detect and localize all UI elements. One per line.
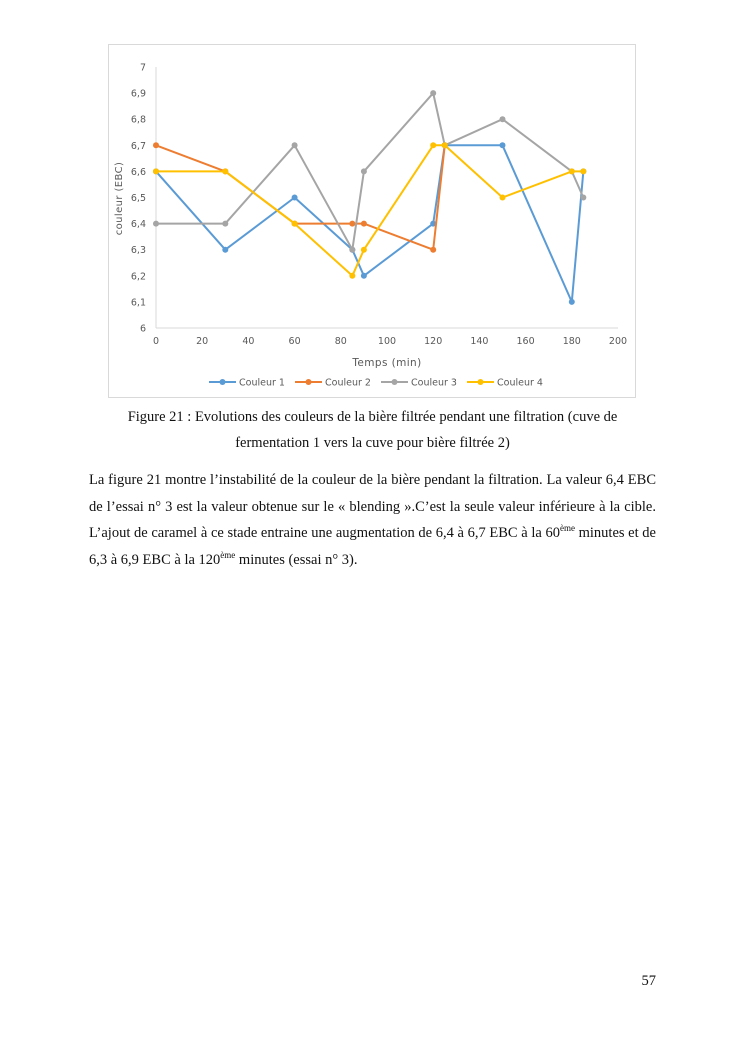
data-point-series-4 <box>430 142 436 148</box>
x-axis-title: Temps (min) <box>352 357 422 369</box>
data-point-series-3 <box>222 221 228 227</box>
x-tick-label: 20 <box>196 336 209 347</box>
legend-label-3: Couleur 3 <box>411 377 457 389</box>
series-line-2 <box>156 145 445 249</box>
data-point-series-3 <box>430 90 436 96</box>
data-point-series-3 <box>580 195 586 201</box>
data-point-series-4 <box>349 273 355 279</box>
data-point-series-1 <box>292 195 298 201</box>
superscript-eme-2: ème <box>220 549 236 560</box>
data-point-series-3 <box>349 247 355 253</box>
body-paragraph <box>89 467 656 573</box>
y-tick-label: 6,7 <box>130 140 146 152</box>
data-point-series-4 <box>580 168 586 174</box>
figure-caption <box>100 404 645 456</box>
data-point-series-3 <box>361 168 367 174</box>
page-number: 57 <box>641 973 656 989</box>
legend-marker-1 <box>220 379 226 385</box>
data-point-series-4 <box>569 168 575 174</box>
data-point-series-4 <box>292 221 298 227</box>
data-point-series-4 <box>222 168 228 174</box>
x-tick-label: 160 <box>516 336 535 347</box>
data-point-series-3 <box>292 142 298 148</box>
y-tick-label: 6 <box>139 323 146 335</box>
legend-label-4: Couleur 4 <box>497 377 543 389</box>
y-tick-label: 6,1 <box>130 297 146 309</box>
y-tick-label: 6,9 <box>130 88 146 100</box>
y-tick-label: 6,2 <box>130 271 146 283</box>
paragraph-text-1: La figure 21 montre l’instabilité de la couleur de la bière pendant la filtration. La valeur 6,4 EBC de l’essai n° 3 est la valeur obtenue sur le « blending ».C’est la seule valeur inférieure à la cible. L’ajout de caramel à ce stade entraine une augmentation de 6,4 à 6,7 EBC à la 60 <box>89 472 656 541</box>
y-tick-label: 7 <box>139 62 146 74</box>
x-tick-label: 0 <box>152 336 160 347</box>
data-point-series-4 <box>361 247 367 253</box>
y-tick-label: 6,8 <box>130 114 146 126</box>
data-point-series-1 <box>361 273 367 279</box>
data-point-series-4 <box>442 142 448 148</box>
data-point-series-2 <box>153 142 159 148</box>
line-chart <box>109 45 637 399</box>
caption-line-1: Figure 21 : Evolutions des couleurs de la bière filtrée pendant une filtration (cuve de <box>127 409 618 425</box>
x-tick-label: 140 <box>470 336 489 347</box>
y-tick-label: 6,4 <box>130 219 146 231</box>
y-axis-title: couleur (EBC) <box>114 161 125 236</box>
chart-frame <box>108 44 636 398</box>
data-point-series-2 <box>430 247 436 253</box>
x-tick-label: 180 <box>562 336 581 347</box>
legend-marker-4 <box>478 379 484 385</box>
x-tick-label: 120 <box>424 336 443 347</box>
data-point-series-3 <box>500 116 506 122</box>
x-tick-label: 200 <box>608 336 628 347</box>
data-point-series-2 <box>349 221 355 227</box>
paragraph-text-3: minutes (essai n° 3). <box>235 551 358 568</box>
x-tick-label: 60 <box>288 336 301 347</box>
caption-line-2: fermentation 1 vers la cuve pour bière filtrée 2) <box>235 435 510 451</box>
legend-marker-3 <box>392 379 398 385</box>
paragraph-text-2: minutes et de 6,3 à 6,9 EBC à la 120 <box>89 525 656 568</box>
x-tick-label: 40 <box>242 336 255 347</box>
y-tick-label: 6,3 <box>130 245 146 257</box>
data-point-series-4 <box>500 195 506 201</box>
legend-label-1: Couleur 1 <box>239 377 285 389</box>
data-point-series-2 <box>361 221 367 227</box>
data-point-series-4 <box>153 168 159 174</box>
data-point-series-3 <box>153 221 159 227</box>
y-tick-label: 6,6 <box>130 166 146 178</box>
y-tick-label: 6,5 <box>130 193 146 204</box>
superscript-eme-1: ème <box>559 523 575 533</box>
data-point-series-1 <box>222 247 228 253</box>
legend-marker-2 <box>306 379 312 385</box>
legend-label-2: Couleur 2 <box>325 377 371 389</box>
x-tick-label: 100 <box>377 336 397 347</box>
data-point-series-1 <box>500 142 506 148</box>
x-tick-label: 80 <box>334 336 347 347</box>
data-point-series-1 <box>569 299 575 305</box>
